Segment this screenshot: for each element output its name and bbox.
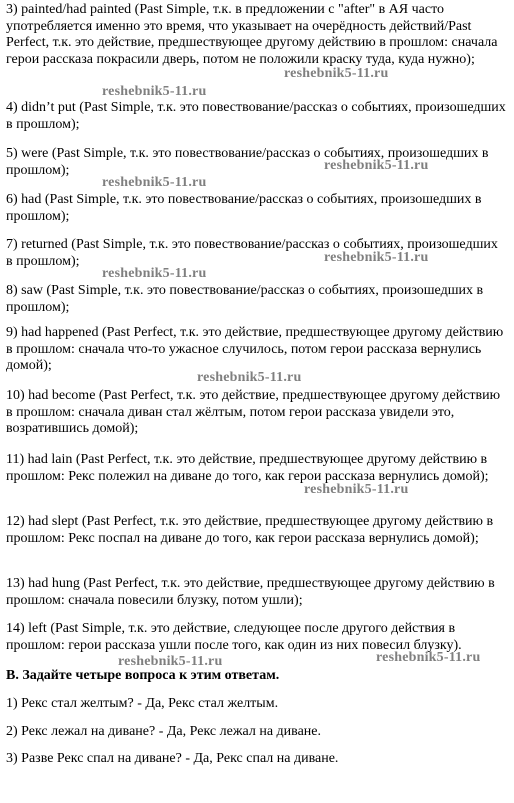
answer-item-14: 14) left (Past Simple, т.к. это действие, следующее после другого действия в прошлом: герои рассказа ушли после того, как один из них повесил блузку). — [6, 621, 462, 653]
watermark: reshebnik5-11.ru — [324, 158, 429, 173]
watermark: reshebnik5-11.ru — [304, 482, 409, 497]
watermark: reshebnik5-11.ru — [118, 654, 223, 669]
answer-item-10: 10) had become (Past Perfect, т.к. это действие, предшествующее другому действию в прошлом: сначала диван стал жёлтым, потом герои рассказа увидели это, возратившись домой); — [6, 388, 501, 436]
section-b-answer-1: 1) Рекс стал желтым? - Да, Рекс стал желтым. — [6, 696, 279, 711]
answer-item-12: 12) had slept (Past Perfect, т.к. это действие, предшествующее другому действию в прошлом: Рекс поспал на диване до того, как герои рассказа вернулись домой); — [6, 514, 494, 546]
section-b-heading: B. Задайте четыре вопроса к этим ответам. — [6, 668, 280, 683]
answer-item-6: 6) had (Past Simple, т.к. это повествование/рассказ о событиях, произошедших в прошлом); — [6, 192, 482, 224]
watermark: reshebnik5-11.ru — [284, 66, 389, 81]
watermark: reshebnik5-11.ru — [102, 175, 207, 190]
answer-item-7: 7) returned (Past Simple, т.к. это повествование/рассказ о событиях, произошедших в прошлом); — [6, 237, 498, 269]
watermark: reshebnik5-11.ru — [102, 266, 207, 281]
answer-item-11: 11) had lain (Past Perfect, т.к. это действие, предшествующее другому действию в прошлом: Рекс полежил на диване до того, как герои рассказа вернулись домой); — [6, 452, 489, 484]
answer-item-3: 3) painted/had painted (Past Simple, т.к. в предложении с "after" в АЯ часто употребляется именно это время, что указывает на очерёдность действий/Past Perfect, т.к. это действие, предшествующее другому действию в прошлом: сначала герои рассказа покрасили дверь, потом не положили краску туда, куда нужно); — [6, 2, 498, 67]
section-b-answer-3: 3) Разве Рекс спал на диване? - Да, Рекс спал на диване. — [6, 751, 339, 766]
answer-item-8: 8) saw (Past Simple, т.к. это повествование/рассказ о событиях, произошедших в прошлом); — [6, 283, 484, 315]
answer-item-13: 13) had hung (Past Perfect, т.к. это действие, предшествующее другому действию в прошлом: сначала повесили блузку, потом ушли); — [6, 576, 495, 608]
watermark: reshebnik5-11.ru — [324, 250, 429, 265]
answer-item-9: 9) had happened (Past Perfect, т.к. это действие, предшествующее другому действию в прошлом: сначала что-то ужасное случилось, потом герои рассказа вернулись домой); — [6, 325, 504, 373]
section-b-answer-2: 2) Рекс лежал на диване? - Да, Рекс лежал на диване. — [6, 724, 321, 739]
answer-item-5: 5) were (Past Simple, т.к. это повествование/рассказ о событиях, произошедших в прошлом); — [6, 146, 489, 178]
answer-item-4: 4) didn’t put (Past Simple, т.к. это повествование/рассказ о событиях, произошедших в прошлом); — [6, 100, 506, 132]
watermark: reshebnik5-11.ru — [376, 650, 481, 665]
watermark: reshebnik5-11.ru — [197, 370, 302, 385]
watermark: reshebnik5-11.ru — [102, 84, 207, 99]
